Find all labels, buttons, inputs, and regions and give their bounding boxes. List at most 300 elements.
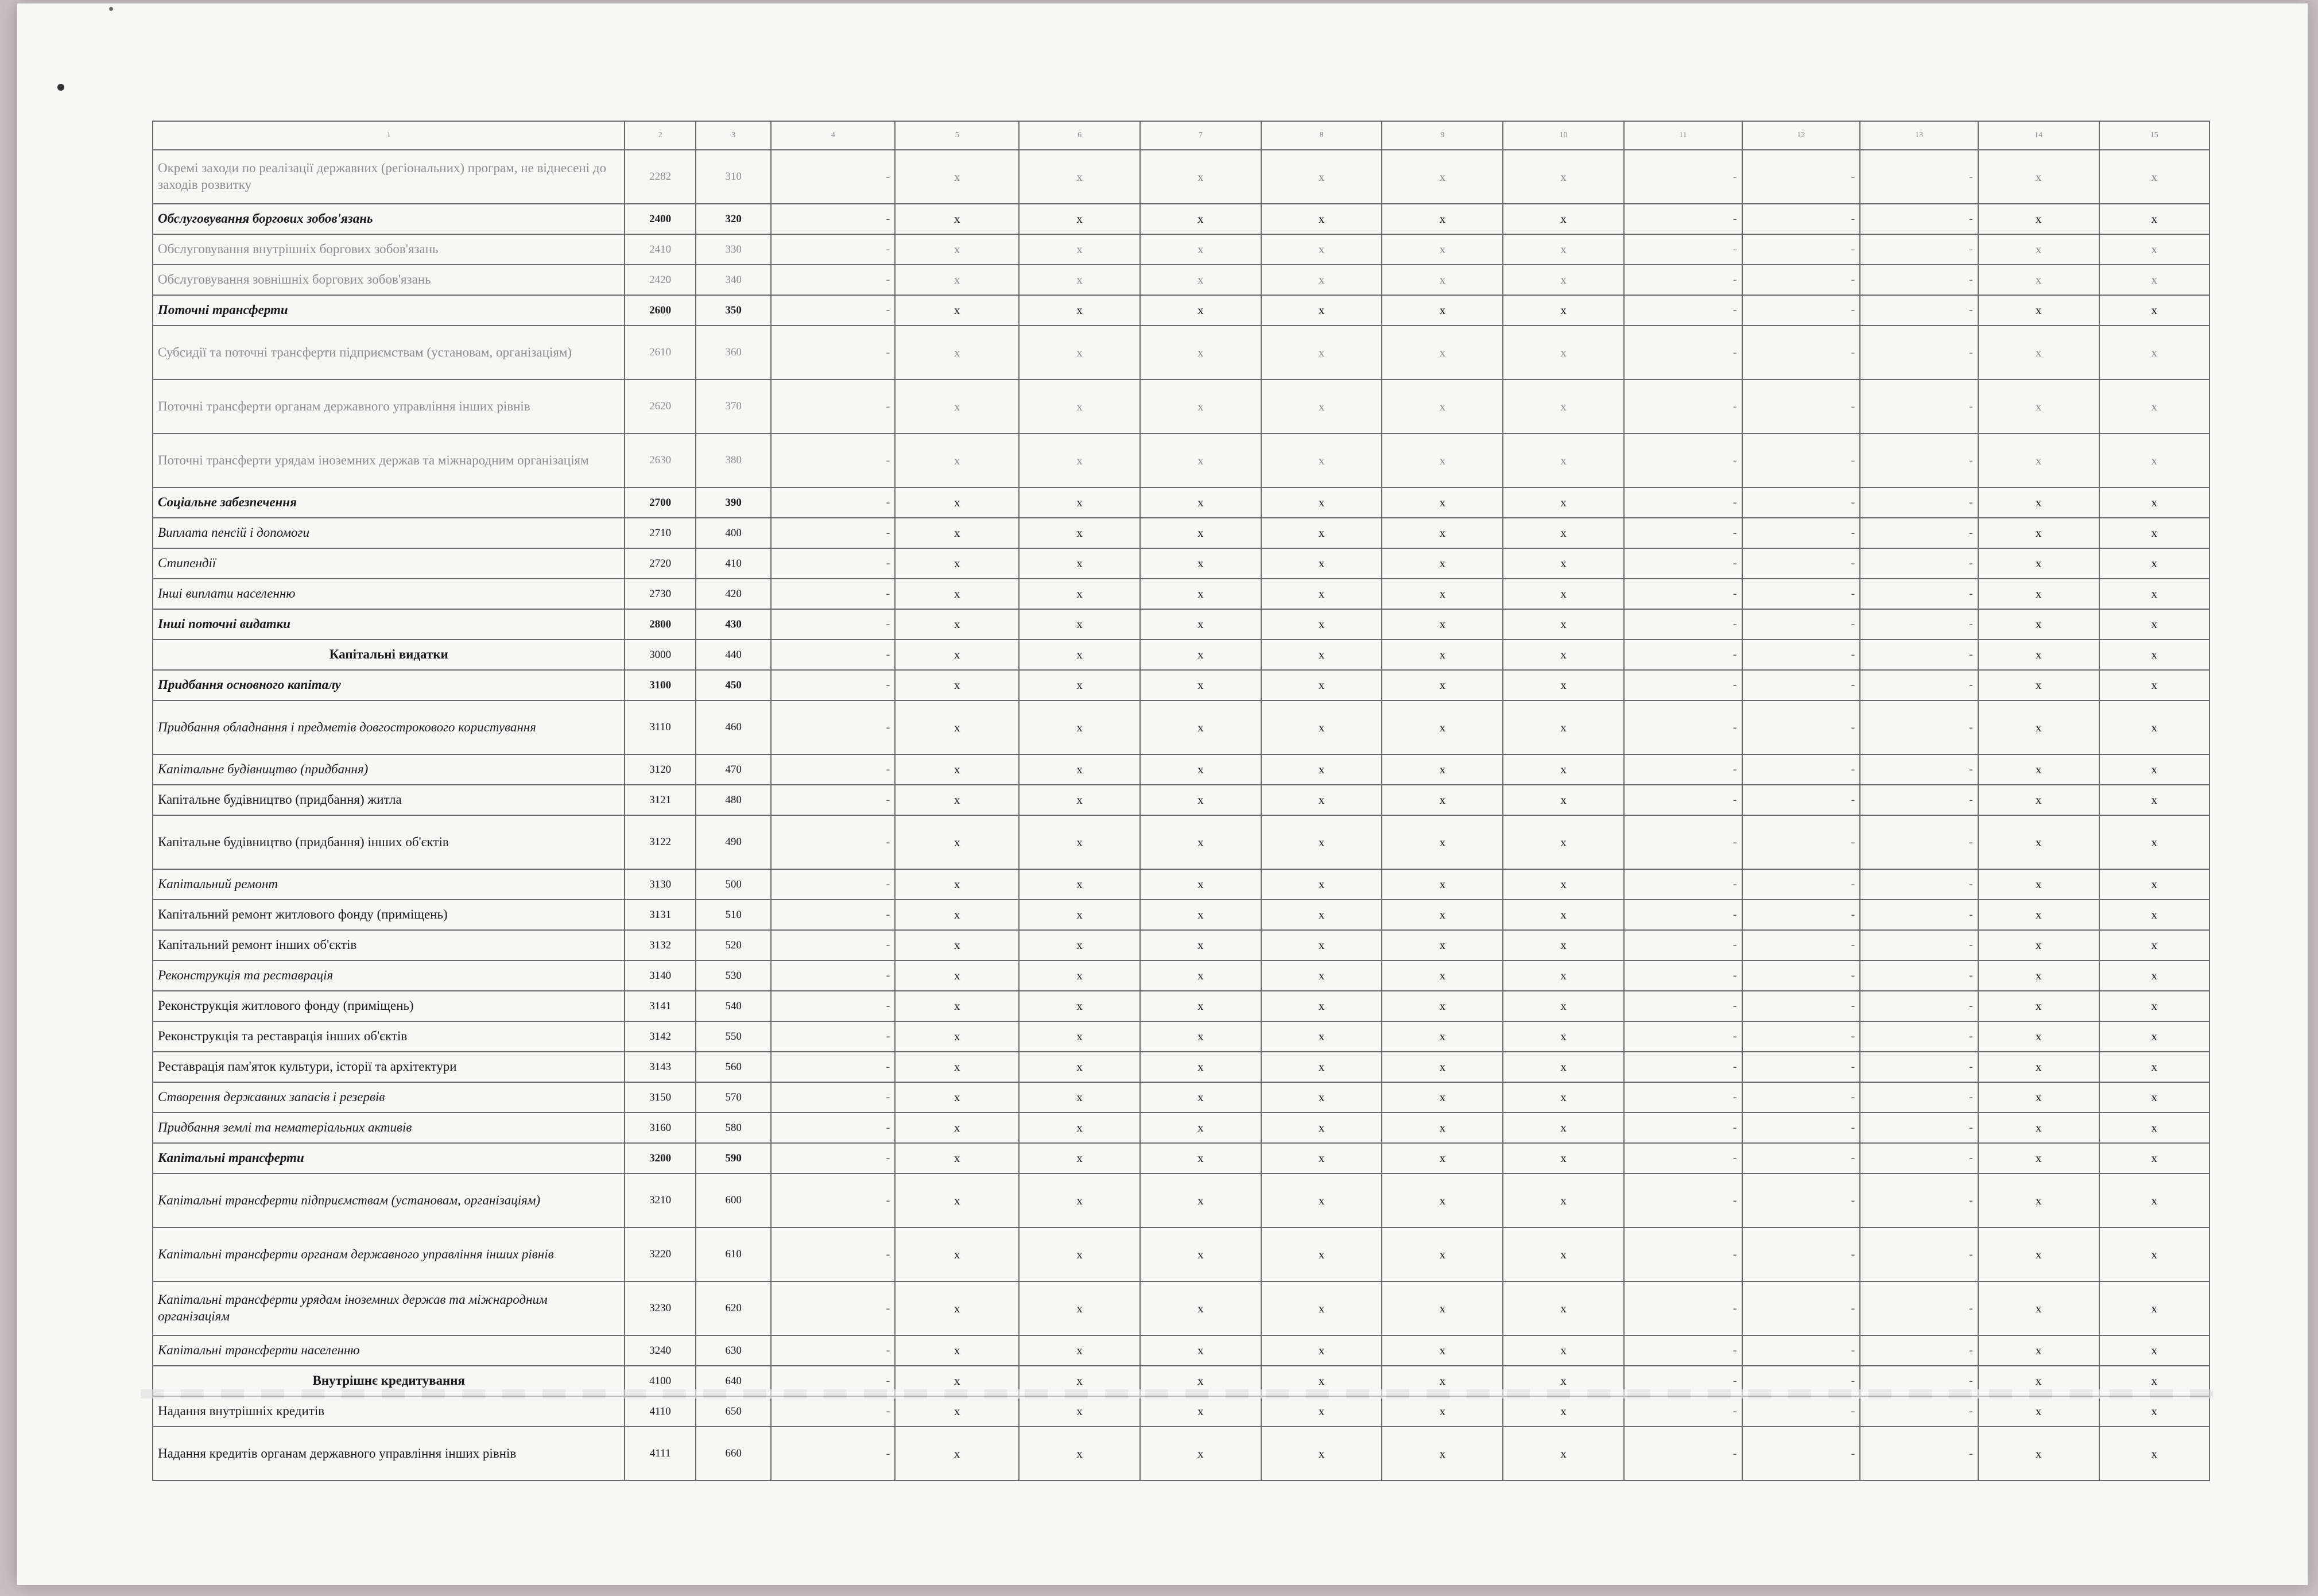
x-mark-cell: x [1261, 670, 1382, 700]
x-mark-cell: x [1140, 1227, 1261, 1281]
x-mark-cell: x [895, 1366, 1019, 1396]
dash-cell: - [1742, 960, 1860, 991]
dash-cell: - [1860, 234, 1978, 265]
x-mark-cell: x [895, 1113, 1019, 1143]
x-mark-cell: x [2099, 204, 2210, 234]
x-mark-cell: x [1382, 1281, 1503, 1335]
x-mark-cell: x [1261, 1113, 1382, 1143]
table-row [153, 487, 2210, 518]
column-number: 5 [895, 121, 1019, 150]
dash-cell: - [1624, 433, 1742, 487]
dash-cell: - [1742, 234, 1860, 265]
dash-cell: - [1860, 265, 1978, 295]
dash-cell: - [1860, 1396, 1978, 1427]
row-name: Реконструкція та реставрація інших об'єктів [153, 1021, 625, 1052]
row-name: Субсидії та поточні трансферти підприємствам (установам, організаціям) [153, 326, 625, 379]
dash-cell: - [1860, 1143, 1978, 1173]
table-row [153, 1113, 2210, 1143]
x-mark-cell: x [1503, 1227, 1624, 1281]
x-mark-cell: x [895, 1173, 1019, 1227]
row-code: 3143 [625, 1052, 695, 1082]
table-row [153, 1143, 2210, 1173]
x-mark-cell: x [1382, 700, 1503, 754]
x-mark-cell: x [2099, 1281, 2210, 1335]
x-mark-cell: x [1978, 754, 2099, 785]
dash-cell: - [1624, 930, 1742, 960]
row-line-number: 330 [696, 234, 772, 265]
dash-cell: - [1742, 1113, 1860, 1143]
x-mark-cell: x [1503, 487, 1624, 518]
x-mark-cell: x [1503, 265, 1624, 295]
row-code: 3150 [625, 1082, 695, 1113]
dash-cell: - [1860, 326, 1978, 379]
dash-cell: - [1742, 930, 1860, 960]
x-mark-cell: x [1978, 1227, 2099, 1281]
dash-cell: - [1860, 754, 1978, 785]
dash-cell: - [1860, 1366, 1978, 1396]
x-mark-cell: x [1978, 1173, 2099, 1227]
dash-cell: - [1742, 754, 1860, 785]
row-line-number: 650 [696, 1396, 772, 1427]
x-mark-cell: x [2099, 518, 2210, 548]
x-mark-cell: x [895, 900, 1019, 930]
row-name: Окремі заходи по реалізації державних (регіональних) програм, не віднесені до заходів розвитку [153, 150, 625, 204]
x-mark-cell: x [1978, 900, 2099, 930]
x-mark-cell: x [1140, 1427, 1261, 1481]
table-row [153, 1427, 2210, 1481]
x-mark-cell: x [895, 295, 1019, 326]
x-mark-cell: x [895, 609, 1019, 640]
row-name: Капітальний ремонт інших об'єктів [153, 930, 625, 960]
x-mark-cell: x [2099, 609, 2210, 640]
x-mark-cell: x [1261, 518, 1382, 548]
dash-cell: - [1624, 518, 1742, 548]
dash-cell: - [1742, 1143, 1860, 1173]
x-mark-cell: x [1978, 1082, 2099, 1113]
x-mark-cell: x [1140, 1082, 1261, 1113]
row-line-number: 570 [696, 1082, 772, 1113]
row-code: 3200 [625, 1143, 695, 1173]
dash-cell: - [1624, 785, 1742, 815]
dash-cell: - [771, 1366, 895, 1396]
x-mark-cell: x [1261, 265, 1382, 295]
x-mark-cell: x [895, 1396, 1019, 1427]
row-line-number: 430 [696, 609, 772, 640]
x-mark-cell: x [1019, 1366, 1140, 1396]
row-name: Капітальний ремонт житлового фонду (приміщень) [153, 900, 625, 930]
row-line-number: 350 [696, 295, 772, 326]
x-mark-cell: x [1503, 869, 1624, 900]
x-mark-cell: x [1978, 869, 2099, 900]
dash-cell: - [771, 785, 895, 815]
x-mark-cell: x [1261, 1366, 1382, 1396]
table-row [153, 234, 2210, 265]
x-mark-cell: x [1261, 869, 1382, 900]
column-number: 15 [2099, 121, 2210, 150]
x-mark-cell: x [1261, 548, 1382, 579]
x-mark-cell: x [1382, 579, 1503, 609]
x-mark-cell: x [2099, 234, 2210, 265]
dash-cell: - [1624, 1021, 1742, 1052]
x-mark-cell: x [1503, 1396, 1624, 1427]
dash-cell: - [1624, 609, 1742, 640]
column-number: 4 [771, 121, 895, 150]
x-mark-cell: x [1382, 815, 1503, 869]
x-mark-cell: x [1503, 991, 1624, 1021]
x-mark-cell: x [1140, 930, 1261, 960]
dash-cell: - [1624, 204, 1742, 234]
x-mark-cell: x [1382, 1143, 1503, 1173]
x-mark-cell: x [1261, 900, 1382, 930]
x-mark-cell: x [1978, 1396, 2099, 1427]
x-mark-cell: x [895, 1143, 1019, 1173]
dash-cell: - [1742, 579, 1860, 609]
x-mark-cell: x [1503, 670, 1624, 700]
x-mark-cell: x [1978, 1113, 2099, 1143]
x-mark-cell: x [1503, 1052, 1624, 1082]
dash-cell: - [1624, 1427, 1742, 1481]
x-mark-cell: x [1261, 1227, 1382, 1281]
row-line-number: 310 [696, 150, 772, 204]
row-code: 2420 [625, 265, 695, 295]
x-mark-cell: x [895, 640, 1019, 670]
dash-cell: - [771, 930, 895, 960]
dash-cell: - [771, 1173, 895, 1227]
row-name: Капітальне будівництво (придбання) [153, 754, 625, 785]
dash-cell: - [1742, 700, 1860, 754]
dash-cell: - [1860, 204, 1978, 234]
x-mark-cell: x [1140, 960, 1261, 991]
x-mark-cell: x [1503, 900, 1624, 930]
x-mark-cell: x [1261, 579, 1382, 609]
x-mark-cell: x [1140, 991, 1261, 1021]
x-mark-cell: x [1382, 1173, 1503, 1227]
dash-cell: - [771, 433, 895, 487]
x-mark-cell: x [1140, 326, 1261, 379]
x-mark-cell: x [1261, 754, 1382, 785]
row-code: 3220 [625, 1227, 695, 1281]
x-mark-cell: x [1978, 815, 2099, 869]
x-mark-cell: x [1261, 295, 1382, 326]
dash-cell: - [1624, 754, 1742, 785]
row-line-number: 510 [696, 900, 772, 930]
dash-cell: - [771, 1021, 895, 1052]
dash-cell: - [1860, 815, 1978, 869]
row-name: Надання внутрішніх кредитів [153, 1396, 625, 1427]
x-mark-cell: x [1019, 815, 1140, 869]
x-mark-cell: x [1140, 815, 1261, 869]
x-mark-cell: x [1503, 295, 1624, 326]
x-mark-cell: x [2099, 379, 2210, 433]
x-mark-cell: x [2099, 700, 2210, 754]
dash-cell: - [1860, 900, 1978, 930]
x-mark-cell: x [1978, 1021, 2099, 1052]
x-mark-cell: x [1382, 265, 1503, 295]
x-mark-cell: x [895, 518, 1019, 548]
row-name: Обслуговування зовнішніх боргових зобов'язань [153, 265, 625, 295]
dash-cell: - [1860, 670, 1978, 700]
table-row [153, 579, 2210, 609]
dash-cell: - [771, 1143, 895, 1173]
x-mark-cell: x [2099, 150, 2210, 204]
x-mark-cell: x [1382, 754, 1503, 785]
x-mark-cell: x [1978, 265, 2099, 295]
x-mark-cell: x [2099, 869, 2210, 900]
x-mark-cell: x [1382, 379, 1503, 433]
dash-cell: - [1624, 815, 1742, 869]
dash-cell: - [1742, 670, 1860, 700]
row-code: 2730 [625, 579, 695, 609]
column-number-row [153, 121, 2210, 150]
dash-cell: - [771, 234, 895, 265]
row-line-number: 450 [696, 670, 772, 700]
row-name: Придбання обладнання і предметів довгострокового користування [153, 700, 625, 754]
dash-cell: - [771, 869, 895, 900]
dash-cell: - [1624, 548, 1742, 579]
row-code: 3210 [625, 1173, 695, 1227]
dash-cell: - [1860, 930, 1978, 960]
dash-cell: - [1742, 640, 1860, 670]
x-mark-cell: x [1140, 1335, 1261, 1366]
x-mark-cell: x [1978, 960, 2099, 991]
dash-cell: - [1742, 1335, 1860, 1366]
dash-cell: - [1742, 1173, 1860, 1227]
x-mark-cell: x [2099, 295, 2210, 326]
x-mark-cell: x [1261, 326, 1382, 379]
dash-cell: - [771, 150, 895, 204]
x-mark-cell: x [1382, 1021, 1503, 1052]
x-mark-cell: x [1261, 1052, 1382, 1082]
x-mark-cell: x [1019, 548, 1140, 579]
x-mark-cell: x [895, 869, 1019, 900]
dash-cell: - [1742, 815, 1860, 869]
row-line-number: 560 [696, 1052, 772, 1082]
dash-cell: - [771, 1082, 895, 1113]
x-mark-cell: x [1382, 518, 1503, 548]
x-mark-cell: x [1019, 1335, 1140, 1366]
x-mark-cell: x [1503, 960, 1624, 991]
dash-cell: - [1860, 609, 1978, 640]
x-mark-cell: x [1382, 670, 1503, 700]
dash-cell: - [771, 609, 895, 640]
row-line-number: 610 [696, 1227, 772, 1281]
x-mark-cell: x [1978, 295, 2099, 326]
row-code: 3141 [625, 991, 695, 1021]
x-mark-cell: x [2099, 754, 2210, 785]
dash-cell: - [1742, 548, 1860, 579]
row-name: Капітальне будівництво (придбання) житла [153, 785, 625, 815]
x-mark-cell: x [2099, 548, 2210, 579]
x-mark-cell: x [1019, 1281, 1140, 1335]
x-mark-cell: x [895, 204, 1019, 234]
x-mark-cell: x [1978, 379, 2099, 433]
x-mark-cell: x [2099, 265, 2210, 295]
dash-cell: - [1624, 326, 1742, 379]
row-code: 3120 [625, 754, 695, 785]
x-mark-cell: x [2099, 1052, 2210, 1082]
row-name: Поточні трансферти органам державного управління інших рівнів [153, 379, 625, 433]
x-mark-cell: x [2099, 1021, 2210, 1052]
row-name: Внутрішнє кредитування [153, 1366, 625, 1396]
x-mark-cell: x [2099, 1173, 2210, 1227]
x-mark-cell: x [1019, 234, 1140, 265]
table-row [153, 1173, 2210, 1227]
x-mark-cell: x [1261, 1173, 1382, 1227]
x-mark-cell: x [1503, 234, 1624, 265]
row-code: 3131 [625, 900, 695, 930]
dash-cell: - [1742, 518, 1860, 548]
x-mark-cell: x [1978, 1052, 2099, 1082]
x-mark-cell: x [1261, 1143, 1382, 1173]
row-code: 2610 [625, 326, 695, 379]
x-mark-cell: x [2099, 900, 2210, 930]
x-mark-cell: x [1019, 579, 1140, 609]
row-code: 3132 [625, 930, 695, 960]
x-mark-cell: x [1019, 991, 1140, 1021]
table-row [153, 433, 2210, 487]
x-mark-cell: x [1503, 640, 1624, 670]
row-line-number: 460 [696, 700, 772, 754]
x-mark-cell: x [1503, 548, 1624, 579]
row-line-number: 340 [696, 265, 772, 295]
x-mark-cell: x [2099, 1396, 2210, 1427]
dash-cell: - [1742, 265, 1860, 295]
row-name: Обслуговування внутрішніх боргових зобов'язань [153, 234, 625, 265]
dash-cell: - [1742, 1396, 1860, 1427]
x-mark-cell: x [895, 379, 1019, 433]
dash-cell: - [771, 700, 895, 754]
x-mark-cell: x [1503, 433, 1624, 487]
x-mark-cell: x [895, 960, 1019, 991]
x-mark-cell: x [1382, 609, 1503, 640]
x-mark-cell: x [1019, 265, 1140, 295]
x-mark-cell: x [895, 433, 1019, 487]
dash-cell: - [1860, 991, 1978, 1021]
x-mark-cell: x [2099, 1143, 2210, 1173]
dash-cell: - [1742, 1082, 1860, 1113]
row-name: Створення державних запасів і резервів [153, 1082, 625, 1113]
row-line-number: 500 [696, 869, 772, 900]
row-code: 2710 [625, 518, 695, 548]
dash-cell: - [771, 640, 895, 670]
row-line-number: 630 [696, 1335, 772, 1366]
x-mark-cell: x [1978, 204, 2099, 234]
x-mark-cell: x [895, 1227, 1019, 1281]
dash-cell: - [1624, 579, 1742, 609]
x-mark-cell: x [895, 1021, 1019, 1052]
row-name: Надання кредитів органам державного управління інших рівнів [153, 1427, 625, 1481]
x-mark-cell: x [1503, 150, 1624, 204]
row-name: Капітальні трансферти [153, 1143, 625, 1173]
row-code: 2600 [625, 295, 695, 326]
row-name: Обслуговування боргових зобов'язань [153, 204, 625, 234]
dash-cell: - [1742, 1281, 1860, 1335]
dash-cell: - [1860, 960, 1978, 991]
x-mark-cell: x [2099, 1366, 2210, 1396]
x-mark-cell: x [2099, 815, 2210, 869]
x-mark-cell: x [1382, 548, 1503, 579]
dash-cell: - [1742, 487, 1860, 518]
x-mark-cell: x [2099, 1227, 2210, 1281]
x-mark-cell: x [1019, 1113, 1140, 1143]
dash-cell: - [1860, 785, 1978, 815]
table-row [153, 1021, 2210, 1052]
x-mark-cell: x [895, 1335, 1019, 1366]
row-code: 2700 [625, 487, 695, 518]
x-mark-cell: x [1019, 518, 1140, 548]
row-code: 3240 [625, 1335, 695, 1366]
dash-cell: - [1742, 433, 1860, 487]
dash-cell: - [1742, 1227, 1860, 1281]
x-mark-cell: x [895, 579, 1019, 609]
dash-cell: - [771, 960, 895, 991]
x-mark-cell: x [2099, 1427, 2210, 1481]
table-row [153, 326, 2210, 379]
x-mark-cell: x [1978, 548, 2099, 579]
x-mark-cell: x [1140, 700, 1261, 754]
row-line-number: 390 [696, 487, 772, 518]
table-row [153, 869, 2210, 900]
x-mark-cell: x [1382, 900, 1503, 930]
row-name: Капітальне будівництво (придбання) інших об'єктів [153, 815, 625, 869]
x-mark-cell: x [1140, 785, 1261, 815]
row-line-number: 620 [696, 1281, 772, 1335]
x-mark-cell: x [1382, 204, 1503, 234]
x-mark-cell: x [1503, 815, 1624, 869]
table-row [153, 1335, 2210, 1366]
punch-dot-small [109, 7, 113, 11]
x-mark-cell: x [1978, 518, 2099, 548]
x-mark-cell: x [1261, 815, 1382, 869]
x-mark-cell: x [1503, 379, 1624, 433]
dash-cell: - [1860, 150, 1978, 204]
dash-cell: - [1860, 1427, 1978, 1481]
column-number: 10 [1503, 121, 1624, 150]
table-row [153, 785, 2210, 815]
x-mark-cell: x [895, 234, 1019, 265]
x-mark-cell: x [1019, 609, 1140, 640]
row-name: Інші виплати населенню [153, 579, 625, 609]
x-mark-cell: x [1019, 1052, 1140, 1082]
row-code: 3160 [625, 1113, 695, 1143]
x-mark-cell: x [1978, 930, 2099, 960]
column-number: 14 [1978, 121, 2099, 150]
dash-cell: - [1624, 234, 1742, 265]
x-mark-cell: x [1382, 869, 1503, 900]
x-mark-cell: x [1019, 295, 1140, 326]
x-mark-cell: x [1978, 1335, 2099, 1366]
dash-cell: - [1860, 640, 1978, 670]
x-mark-cell: x [1140, 1113, 1261, 1143]
x-mark-cell: x [1019, 670, 1140, 700]
dash-cell: - [1860, 1227, 1978, 1281]
x-mark-cell: x [1261, 930, 1382, 960]
x-mark-cell: x [1019, 433, 1140, 487]
x-mark-cell: x [1978, 433, 2099, 487]
row-line-number: 600 [696, 1173, 772, 1227]
dash-cell: - [1742, 150, 1860, 204]
x-mark-cell: x [1261, 487, 1382, 518]
row-code: 3122 [625, 815, 695, 869]
dash-cell: - [1860, 1281, 1978, 1335]
row-line-number: 590 [696, 1143, 772, 1173]
row-code: 3140 [625, 960, 695, 991]
x-mark-cell: x [1261, 1281, 1382, 1335]
row-line-number: 550 [696, 1021, 772, 1052]
x-mark-cell: x [1978, 785, 2099, 815]
dash-cell: - [1624, 1082, 1742, 1113]
x-mark-cell: x [1019, 1021, 1140, 1052]
